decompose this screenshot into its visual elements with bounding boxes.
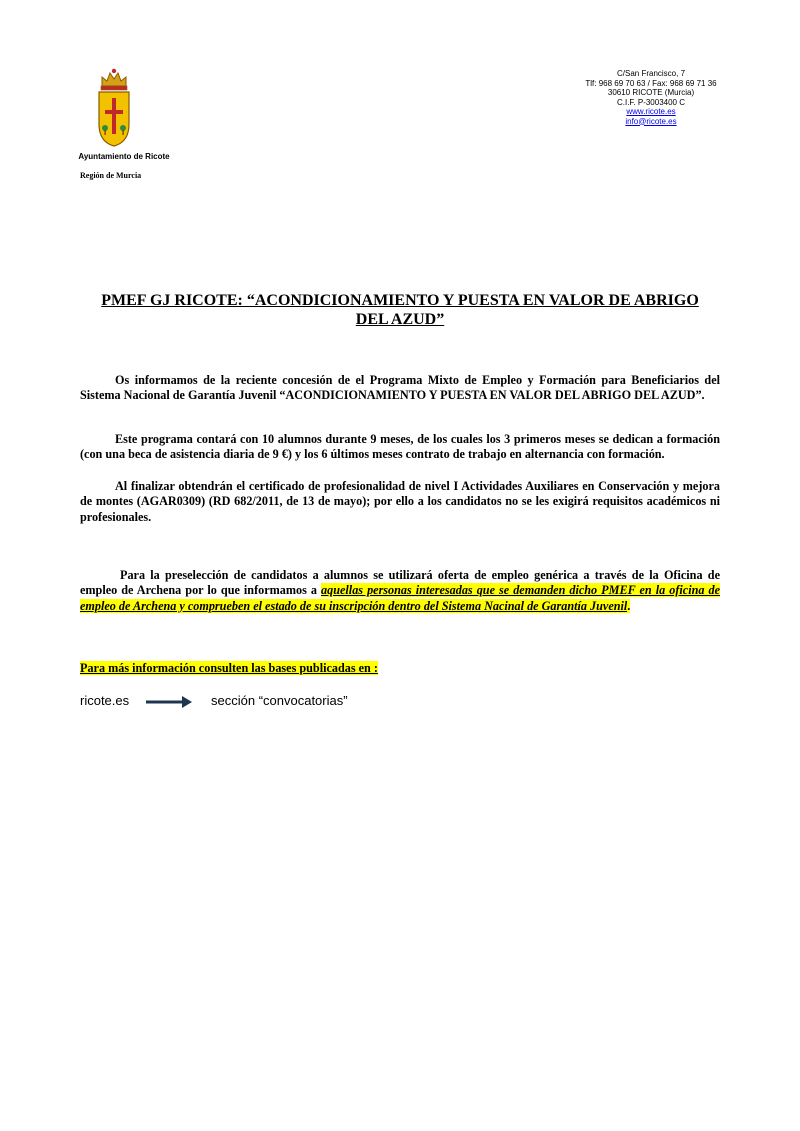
municipality-name: Ayuntamiento de Ricote bbox=[78, 152, 170, 161]
coat-of-arms-logo bbox=[96, 66, 132, 148]
paragraph-certificate: Al finalizar obtendrán el certificado de profesionalidad de nivel I Actividades Auxiliares en Conservación y mejora de montes (AGAR0309) (RD 682/2011, de 13 de mayo); por ello a los candidatos no se les exigirá requisitos académicos ni profesionales. bbox=[80, 479, 720, 524]
link-row bbox=[80, 693, 380, 711]
right-arrow-icon bbox=[146, 696, 192, 708]
preselection-text: Para la preselección de candidatos a alumnos se utilizará oferta de empleo genérica a través de la Oficina de empleo de Archena por lo que informamos a bbox=[80, 568, 720, 598]
paragraph-intro: Os informamos de la reciente concesión de el Programa Mixto de Empleo y Formación para Beneficiarios del Sistema Nacional de Garantía Juvenil “ACONDICIONAMIENTO Y PUESTA EN VALOR DEL ABRIGO DEL AZUD”. bbox=[80, 373, 720, 403]
paragraph-preselection bbox=[80, 568, 720, 614]
address: C/San Francisco, 7 bbox=[616, 69, 686, 78]
crest-icon bbox=[96, 66, 132, 148]
paragraph-program: Este programa contará con 10 alumnos durante 9 meses, de los cuales los 3 primeros meses se dedican a formación (con una beca de asistencia diaria de 9 €) y los 6 últimos meses contrato de trabajo en alternancia con formación. bbox=[80, 432, 720, 462]
site-link[interactable]: ricote.es bbox=[80, 693, 130, 708]
document-title: PMEF GJ RICOTE: “ACONDICIONAMIENTO Y PUESTA EN VALOR DE ABRIGO DEL AZUD” bbox=[101, 292, 699, 328]
website-link[interactable]: www.ricote.es bbox=[626, 107, 676, 116]
cif: C.I.F. P-3003400 C bbox=[616, 97, 686, 107]
region-name: Región de Murcia bbox=[80, 171, 142, 180]
contact-block bbox=[560, 69, 742, 126]
highlighted-notice: aquellas personas interesadas que se demanden dicho PMEF en la oficina de empleo de Archena y comprueben el estado de su inscripción dentro del Sistema Nacinal de Garantía Juvenil bbox=[80, 583, 721, 613]
phone-fax: Tlf: 968 69 70 63 / Fax: 968 69 71 36 bbox=[585, 78, 717, 88]
highlighted-end: . bbox=[627, 598, 631, 613]
email-link[interactable]: info@ricote.es bbox=[625, 116, 677, 126]
more-info-text: Para más información consulten las bases publicadas en : bbox=[80, 661, 378, 675]
postal-address: 30610 RICOTE (Murcia) bbox=[607, 88, 695, 97]
more-info-label bbox=[80, 661, 378, 676]
section-label: sección “convocatorias” bbox=[211, 693, 348, 708]
